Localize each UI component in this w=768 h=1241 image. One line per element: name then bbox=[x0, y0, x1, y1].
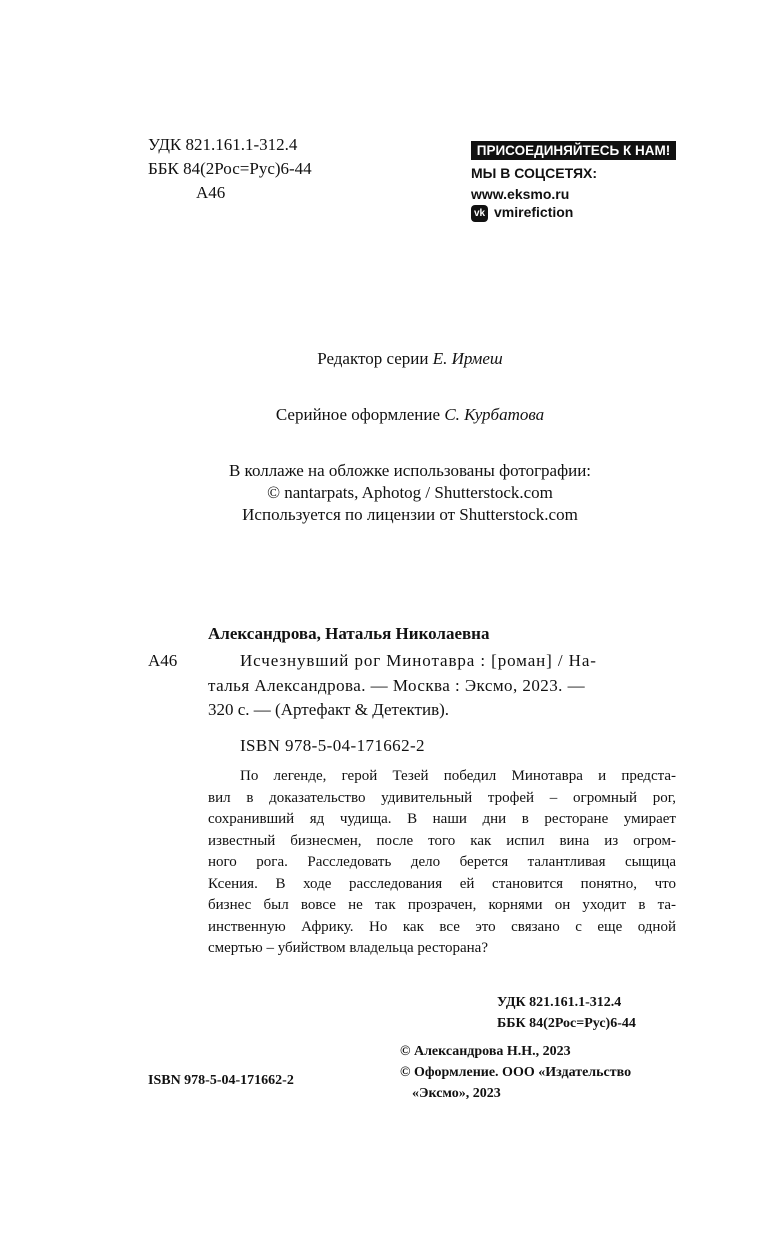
catalog-code: А46 bbox=[148, 651, 178, 670]
editor-label: Редактор серии bbox=[317, 349, 429, 368]
copyright-line: © Александрова Н.Н., 2023 bbox=[400, 1044, 571, 1059]
annotation-line: бизнес был вовсе не так прозрачен, корнями он уходит в та- bbox=[208, 897, 676, 913]
series-design bbox=[0, 406, 768, 423]
editor-name: Е. Ирмеш bbox=[432, 349, 503, 368]
social-subtitle: МЫ В СОЦСЕТЯХ: bbox=[471, 165, 598, 181]
annotation-line: известный бизнесмен, после того как испил вина из огром- bbox=[208, 832, 676, 849]
vk-handle: vmirefiction bbox=[494, 204, 574, 221]
social-banner: ПРИСОЕДИНЯЙТЕСЬ К НАМ! bbox=[471, 141, 676, 160]
bbk-code: ББК 84(2Рос=Рус)6-44 bbox=[148, 159, 312, 178]
catalog-author: Александрова, Наталья Николаевна bbox=[208, 624, 490, 643]
udk-code: УДК 821.161.1-312.4 bbox=[148, 135, 298, 154]
site-link[interactable]: www.eksmo.ru bbox=[471, 186, 570, 202]
copyright-line: «Эксмо», 2023 bbox=[412, 1086, 501, 1101]
designer-name: С. Курбатова bbox=[444, 405, 545, 424]
catalog-line: Исчезнувший рог Минотавра : [роман] / На- bbox=[240, 651, 597, 670]
catalog-isbn: ISBN 978-5-04-171662-2 bbox=[240, 736, 425, 755]
vk-link[interactable] bbox=[471, 205, 573, 222]
footer-bbk: ББК 84(2Рос=Рус)6-44 bbox=[497, 1016, 636, 1031]
catalog-line: талья Александрова. — Москва : Эксмо, 2023. — bbox=[208, 676, 586, 695]
vk-icon: vk bbox=[471, 205, 488, 222]
annotation-line: По легенде, герой Тезей победил Минотавра и предста- bbox=[240, 768, 676, 784]
copyright-line: © Оформление. ООО «Издательство bbox=[400, 1065, 632, 1080]
annotation-line: сохранивший яд чудища. В наши дни в ресторане умирает bbox=[208, 811, 676, 827]
design-label: Серийное оформление bbox=[275, 405, 441, 424]
author-mark: А46 bbox=[196, 183, 226, 202]
annotation-line: инственную Африку. Но как все это связано с еще одной bbox=[208, 918, 676, 935]
annotation-line: ного рога. Расследовать дело берется талантливая сыщица bbox=[208, 854, 676, 870]
photo-credit-line: В коллаже на обложке использованы фотографии: bbox=[228, 461, 592, 480]
annotation-line: смертью – убийством владельца ресторана? bbox=[208, 940, 488, 956]
photo-credit-line: Используется по лицензии от Shutterstock.com bbox=[242, 505, 578, 524]
series-editor bbox=[0, 350, 768, 367]
footer-udk: УДК 821.161.1-312.4 bbox=[497, 995, 622, 1010]
annotation bbox=[208, 766, 676, 960]
annotation-line: вил в доказательство удивительный трофей – огромный рог, bbox=[208, 789, 676, 806]
footer-isbn: ISBN 978-5-04-171662-2 bbox=[148, 1073, 294, 1088]
annotation-line: Ксения. В ходе расследования ей становится понятно, что bbox=[208, 875, 676, 892]
catalog-line: 320 с. — (Артефакт & Детектив). bbox=[208, 700, 450, 719]
photo-credit-line: © nantarpats, Aphotog / Shutterstock.com bbox=[267, 483, 553, 502]
